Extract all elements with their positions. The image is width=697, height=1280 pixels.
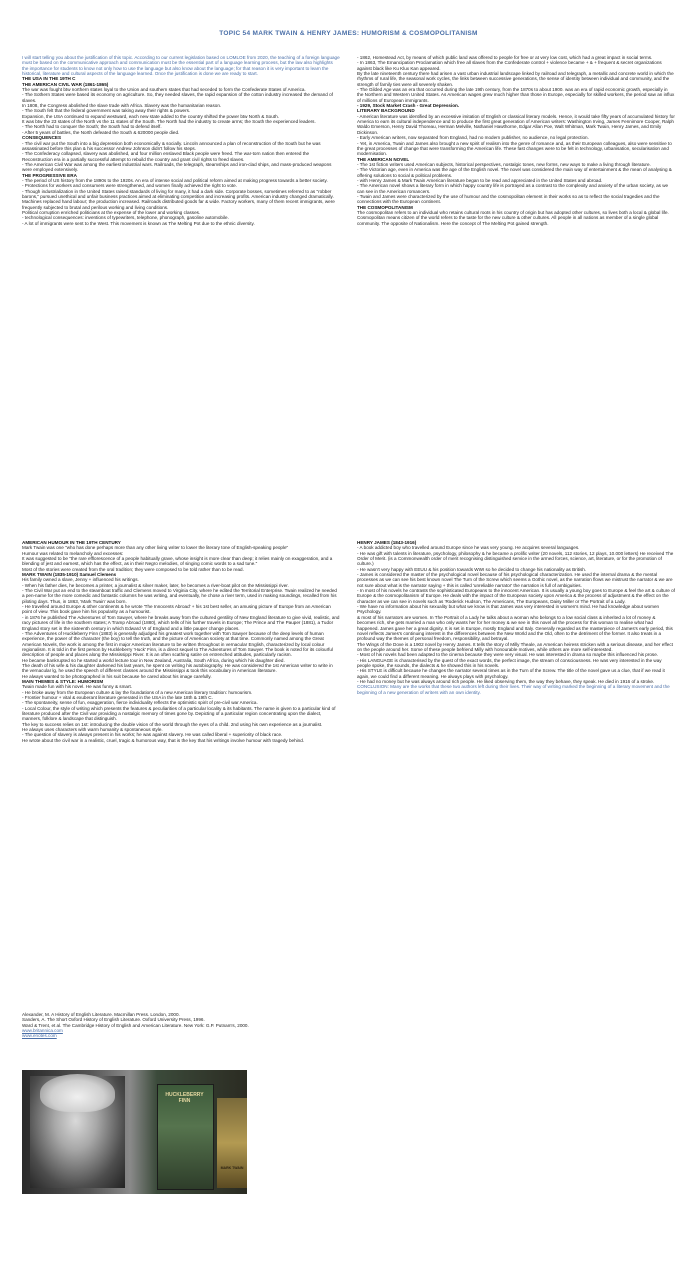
paragraph: Humour was related to melancholy and excesses: — [22, 550, 124, 556]
paragraph: - Yet, in America, Twain and James also brought a new spirit of realism into the genre of romance and, as their European colleagues, also were sensitive to the great processes of change that were transforming the American life. These fast changes were to be felt in technology, urbanisation, secularisation and modernisation. — [357, 140, 672, 157]
paragraph: In 1808, the Congress abolished the slave trade with Africa. Slavery was the humanitarian reason. — [22, 103, 222, 109]
paragraph: He always wanted to be photographed in his suit because he cared about his image carefully. — [22, 673, 212, 679]
paragraph: - Most of his novels had been adapted to the cinema because they were very visual. He was interested in drama so maybe this influenced his prose. — [357, 652, 659, 658]
paragraph: - When his father dies, he becomes a printer, a journalist & silver maker, later, he becomes a river-boat pilot on the Mississippi river. — [22, 582, 289, 588]
paragraph: - The Sothern States were based its economy on agriculture. So, they needed slaves, the rapid expansion of the cotton industry increased the demand of slaves. — [22, 92, 333, 103]
paragraph: - The American Civil War was among the earliest industrial wars. Railroads, the telegraph, steamships and iron-clad ships, and mass-produced weapons were employed extensively. — [22, 161, 332, 173]
paragraph: - The Victorian age, even in America was the age of the English novel. The novel was considered the main way of entertainment & the mean of analysing & offering solutions to social & political problems. — [357, 167, 672, 178]
paragraph: - The Adventures of Huckleberry Finn (1883) is generally adjudged his greatest work together with Tom Sawyer because of the deep levels of human experience, the power of the character (the boy) to tell the truth, and the picture of American society at that time. Commonly named among the Great American Novels, the work is among the first in major American literature to be written throughout in vernacular English, characterized by local colour regionalism. It is told in the first person by Huckleberry 'Huck' Finn, is a direct sequel to The Adventures of Tom Sawyer. The book is noted for its colourful description of people and places along the Mississippi River. It is an often scathing satire on entrenched attitudes, particularly racism. — [22, 630, 333, 658]
paragraph: - The period of US history from the 1890s to the 1920s. An era of intense social and political reform aimed at making progress towards a better society. — [22, 177, 328, 183]
paragraph: - In most of his novels he contrasts the sophisticated Europeans to the innocent American. It is usually a young boy goes to Europe & feel the art & culture of Europe & the cosmopolitanism of Europe. He deals with the impact of the European society upon America & the process of adjustment & the effect on the character as we can see in novels such as 'Roderick Hudson, The Americans, The Europeans, Daisy Miller or The Portrait of a Lady. — [357, 588, 675, 604]
book-spine-title: MARK TWAIN — [220, 1166, 244, 1170]
paragraph: - The spontaneity, sense of fun, exaggeration, fierce individuality reflects the optimistic spirit of pre-civil war America. — [22, 700, 258, 706]
paragraph: - The 1st fiction writers used American subjects, historical perspectives, nostalgic tones, new forms, new ways to make a living through literature. — [357, 161, 651, 167]
section-heading: MAIN THEMES & STYLE: HUMORISM — [22, 678, 104, 684]
paragraph: & most of his narrators are women. In The Portrait of a Lady he talks about a woman who belongs to a low social class & inherited a lot of money & becomes rich, she gets married a man who only wants her for her money & we see in this novel all the process for this woman to realise what had happened. James gave her a great dignity. It is set in Europe, mostly England and Italy. Generally regarded as the masterpiece of James's early period, this novel reflects James's continuing interest in the differences between the New World and the Old, often to the detriment of the former. It also treats in a profound way the themes of personal freedom, responsibility, and betrayal. — [357, 614, 673, 642]
section-heading: THE PROGRESSIVE ERA — [22, 172, 77, 178]
paragraph: - 1862, Homestead Act, by means of which public land was offered to people for free or at very low cost, which had a great impact in social terms. — [357, 55, 653, 60]
paragraph: The Wings of the Dove is a 1902 novel by Henry James. It tells the story of Milly Theale, an American heiress stricken with a serious disease, and her effect on the people around her. Some of these people befriend Milly with honourable motives, while others are more self-interested. — [357, 641, 673, 652]
paragraph: - Twain and James were characterized by the use of humour and the cosmopolitan element in their works so as to reflect the social tragedies and the connections with the European continent. — [357, 193, 660, 205]
paragraph: - His LANGUAGE is characterised by the quest of the exact words, the perfect image, the stream of consciousness. He was very interested in the way people spoke, the sounds, the dialects & he showed this in his novels. — [357, 657, 662, 668]
paragraph: The death of his wife & his daughter darkened his last years, he spent on writing his autobiography. He was considered the 1st American writer to write in the vernacular lg, he used the speech of different classes around the Mississippi & took this vocabulary in American literature. — [22, 662, 333, 674]
reference-item: Sanders, A. The Short Oxford History of English Literature. Oxford University Press, 1996. — [22, 1017, 205, 1023]
paragraph: - He wasn't very happy with EEUU & his position towards WWI so he decided to change his nationality as British. — [357, 566, 587, 572]
section-heading: MARK TWAIN (1835-1910) Samuel Clemens — [22, 572, 117, 578]
paragraph: - James is considered the master of the psychological novel because of his psychological characterization. He used the internal drama & the mental processes as we can see his best known novel The Turn of the Screw which seems a Gothic novel, as the narration flows we mistrust the narrator & we are not sure about what is the narrator saying + this is called 'unreliable narrator' the narration is full of ambiguities. — [357, 572, 673, 588]
paragraph: - with Henry James & Mark Twain American literature began to be read and appreciated in the United States and abroad. — [357, 177, 603, 183]
paragraph: - He was gift with talents in literature, psychology, philosophy & he became a prolific writer (20 novels, 112 stories, 12 plays, 10.000 letters) He received The Order of Merit. (is a Commonwealth order of merit recognising distinguished service in the armed forces, science, art, literature, or for the promotion of culture.) — [357, 550, 674, 567]
paragraph: The cosmopolitan refers to an individual who retains cultural roots in his country of origin but has adopted other cultures, so lives both a local & global life. Cosmopolitan means citizen of the world refers to the taste for the new culture & other cultures. All people in all nations as member of a single global community. The opposite of Nationalism. Here the concept of The Melting Pot gained strength. — [357, 209, 669, 226]
section-heading: THE COSMOPOLITANISM — [357, 204, 413, 210]
paragraph: It was suggested to be "the rare efflorescence of a people habitually grave, whose insight is more clear than deep; it relies mainly on exaggeration, and a blending of jest and earnest, which has the effect, as in their Negro melodies, of singing comic words to a sad tune." — [22, 556, 333, 567]
portrait-hair — [40, 1074, 115, 1112]
paragraph: - Local Colour, the style of writing which presents the features & peculiarities of a particular locality & its habitants. The name is given to a particular kind of literature produced after the Civil war providing a nostalgic memory of times gone by. Depicting of a particular region concentrating upon the dialect, manners, folklore & landscape that distinguish. — [22, 705, 336, 722]
paragraph: - The Gilded Age was an era that occurred during the late 19th century, from the 1870s to about 1900. was an era of rapid economic growth, especially in the Northern and Western United States. As American wages grew much higher than those in Europe, especially for skilled workers, the period saw an influx of millions of European immigrants. — [357, 87, 675, 103]
paragraph: - We have no information about his sexuality but what we know is that James was very interested in women's mind. He had knowledge about women Psychology. — [357, 604, 660, 615]
paragraph: - After 5 years of battles, the North defeated the South & 620000 people died. — [22, 129, 180, 135]
paragraph: - His STYLE is difficult because he changes the narrator several times as in the Turn of the Screw. The title of the novel gave us a clue, that if we read it again, we could find a different meaning. He always plays with psychology. — [357, 668, 665, 679]
paragraph: His family owned a slave, Jenny + influenced his writings. — [22, 577, 139, 583]
column-civil-war-and-progressive-era — [22, 55, 340, 517]
section-heading: AMERICAN HUMOUR IN THE 19TH CENTURY — [22, 540, 121, 545]
paragraph: It was btw the 23 states of the North vs the 11 states of the South. The North had the industry to create arms; the South the experienced leaders. — [22, 119, 316, 125]
paragraph: He wrote about the civil war in a realistic, cruel, tragic & humorous way, that is the key that his writings involve humour with tragedy behind. — [22, 737, 305, 743]
paragraph: The key to success relies on 1st: introducing the double vision of the world through the eyes of a child. 2nd using his own experience as a journalist. — [22, 721, 323, 727]
paragraph: - The Confederacy collapsed, slavery was abolished, and four million enslaved Black people were freed. The war-torn nation then entered the Reconstruction era in a partially successful attempt to rebuild the country and grant civil rights to freed slaves. — [22, 151, 310, 162]
reference-link[interactable]: www.enotes.com — [22, 1033, 57, 1039]
paragraph: By the late nineteenth century there had arisen a vast urban industrial landscape linked by railroad and telegraph, a metallic and concrete world in which the rhythms of rural life, the seasonal work cycles, the links between successive generations, the sense of identity between individual and community, and the strength of family ties were all severely shaken. — [357, 71, 674, 87]
paragraph: - The North had to conquer the South; the South had to defend itself. — [22, 124, 162, 130]
paragraph: - Early American writers, now separated from England, had no modern publisher, no audience, no legal protection. — [357, 135, 589, 141]
section-heading: HENRY JAMES (1843-1916) — [357, 540, 417, 545]
paragraph: Political corruption enriched politicians at the expense of the lower and working classes. — [22, 209, 201, 215]
section-heading: THE USA IN THE 19TH C — [22, 76, 76, 82]
column-henry-james — [357, 540, 675, 950]
paragraph: - American literature was identified by an excessive imitation of English or classical literary models. Hence, it would take fifty years of accumulated history for America to earn its cultural independence and to produce the first great generation of American writers: Washington Irving, James Fennimore Cooper, Ralph Waldo Emerson, Henry David Thoreau, Herman Melville, Nathaniel Hawthorne, Edgar Allan Poe, Walt Whitman, Mark Twain, Henry James, and Emily Dickinson. — [357, 113, 675, 135]
paragraph: - A book addicted boy who travelled around Europe since he was very young. He acquires several languages. — [357, 545, 580, 551]
paragraph: - The civil war put the South into a big depression both economically & socially. Lincoln announced a plan of reconstruction of the South but he was assassinated before this plan & his successor Andrew Johnson didn't follow his steps. — [22, 140, 321, 151]
paragraph: Expansion, the USA continued to expand westward, each new state added to the country shifted the power btw North & South. — [22, 113, 279, 119]
book-cover-title: HUCKLEBERRY FINN — [165, 1092, 204, 1104]
reference-item: Ward & Trent, et al. The Cambridge History of English and American Literature. New York: G.P. Putnam's, 2000. — [22, 1022, 249, 1028]
paragraph: He became bankrupted so he started a world lecture tour in New Zealand, Australia, South Africa, during which his daughter died. — [22, 657, 285, 663]
paragraph: - Frontier humour + vital & exuberant literature generated in the USA in the late 18th & 19th C. — [22, 694, 213, 700]
reference-link[interactable]: www.britannica.com — [22, 1028, 63, 1034]
paragraph: - The question of slavery is always present in his works; he was against slavery. He was called liberal + superiority of black race. — [22, 732, 283, 738]
references — [22, 1012, 382, 1039]
paragraph: - A lot of immigrants were sent to the West. This movement is known as The Melting Pot due to the ethnic diversity. — [22, 220, 255, 226]
column-literary-background — [357, 55, 675, 430]
reference-item: Alexander, M. A History of English Literature. Macmillan Press. London, 2000. — [22, 1012, 180, 1017]
paragraph: - technological consequences: inventions of typewriters, telephone, phonograph, gasoline automobile. — [22, 215, 229, 221]
section-heading: CONSEQUENCES — [22, 135, 62, 141]
paragraph: Most of the stories were created from the oral tradition; they were composed to be told rather than to be read. — [22, 566, 244, 572]
mark-twain-photo — [22, 1070, 247, 1194]
paragraph: - Though industrialization in the United States raised standards of living for many, it had a dark side. Corporate bosses, sometimes referred to as "robber barons," pursued unethical and unfair business practices aimed at eliminating competition and increasing profits. American industry changed dramatically. Machines replaced hand labour; the production increased. Railroads distributed goods far & wide. Factory workers, many of them recent immigrants, were frequently subjected to brutal and perilous working and living conditions. — [22, 188, 335, 210]
paragraph: - The American novel shows a literary form in which happy country life is portrayed as a contrast to the complexity and anxiety of the urban society, as we can see in the American romancers. — [357, 183, 669, 194]
paragraph: - In 1863, The Emancipation Proclamation which free all slaves from the Confederate control + violence became + & + frequent & secret organizations against black like Ku Klux Kan appeared. — [357, 60, 662, 71]
paragraph: I will start telling you about the justification of this topic. According to our current legislation based on LOMLOE from 2020, the teaching of a foreign language must be based on the communicative approach and communication must be the essential part of a language learning process, but the law also highlights the importance for students to know not only how to use the language but also know about the language; for that reason it is very important to learn the historical, literature and cultural aspects of the language learned. Once the justification is done we are ready to start. — [22, 55, 340, 77]
section-heading: THE AMERICAN CIVIL WAR (1861-1865) — [22, 81, 109, 87]
paragraph: He always uses characters with warm humanity & spontaneous style. — [22, 727, 163, 733]
paragraph: Mark Twain was one "who has done perhaps more than any other living writer to lower the literary tone of English-speaking people" — [22, 545, 289, 551]
paragraph: - The Civil War put an end to the steamboat traffic and Clemens moved to Virginia City, where he edited the Territorial Enterprise. Twain realized he needed a pen-name for the more comedic and fantastic columns he was writing, and eventually, he chose a river term, used in making soundings, recalled from his piloting days. Thus, in 1863, 'Mark Twain' was born. — [22, 588, 337, 604]
paragraph: - Protections for workers and consumers were strengthened, and women finally achieved the right to vote. — [22, 183, 237, 189]
section-heading: - 1929, Stock Market Crash - Great Depression. — [357, 103, 460, 109]
paragraph: CONCLUSION: Many are the works that these two authors left during their lives. Their way of writing marked the beginning of a literary movement and the beginning of a new generation of writers with an own identity. — [357, 684, 670, 695]
paragraph: - He broke away from the European culture & lay the foundations of a new American literary tradition: humourism. — [22, 689, 253, 695]
page-title: TOPIC 54 MARK TWAIN & HENRY JAMES: HUMORISM & COSMOPOLITANISM — [219, 30, 478, 37]
book-spine-image — [217, 1098, 247, 1188]
section-heading: LITERARY BACKGROUND — [357, 108, 415, 114]
column-american-humour-mark-twain — [22, 540, 340, 995]
section-heading: THE AMERICAN NOVEL — [357, 156, 410, 162]
paragraph: - The South felt that the federal government was taking away their rights & powers. — [22, 108, 191, 114]
paragraph: - He had no money but he was always around rich people. He liked observing them, the way they behave, they speak. He died in 1916 of a stroke. — [357, 678, 655, 684]
paragraph: - in 1876 he published The Adventures of Tom Sawyer, where he breaks away from the cultured gentility of New England literature to give vivid, realistic, and racy pictures of life in the southern states; A Tramp Abroad (1880), which tells of his further travels in Europe; The Prince and The Pauper (1881), a Tudor England story set in the sixteenth century in which Edward VI of England and a little pauper change places. — [22, 614, 340, 631]
paragraph: The war was fought btw northern states loyal to the Union and southern states that had seceded to form the Confederate States of America. — [22, 87, 306, 93]
paragraph: - He travelled around Europe & other continents & he wrote 'The Innocents Abroad' + his 1st best seller, an amusing picture of Europe from an American point of view. This book gave him his popularity as a humourist. — [22, 604, 331, 615]
paragraph: Twain made fun with his novel. He was funny & smart. — [22, 684, 133, 690]
